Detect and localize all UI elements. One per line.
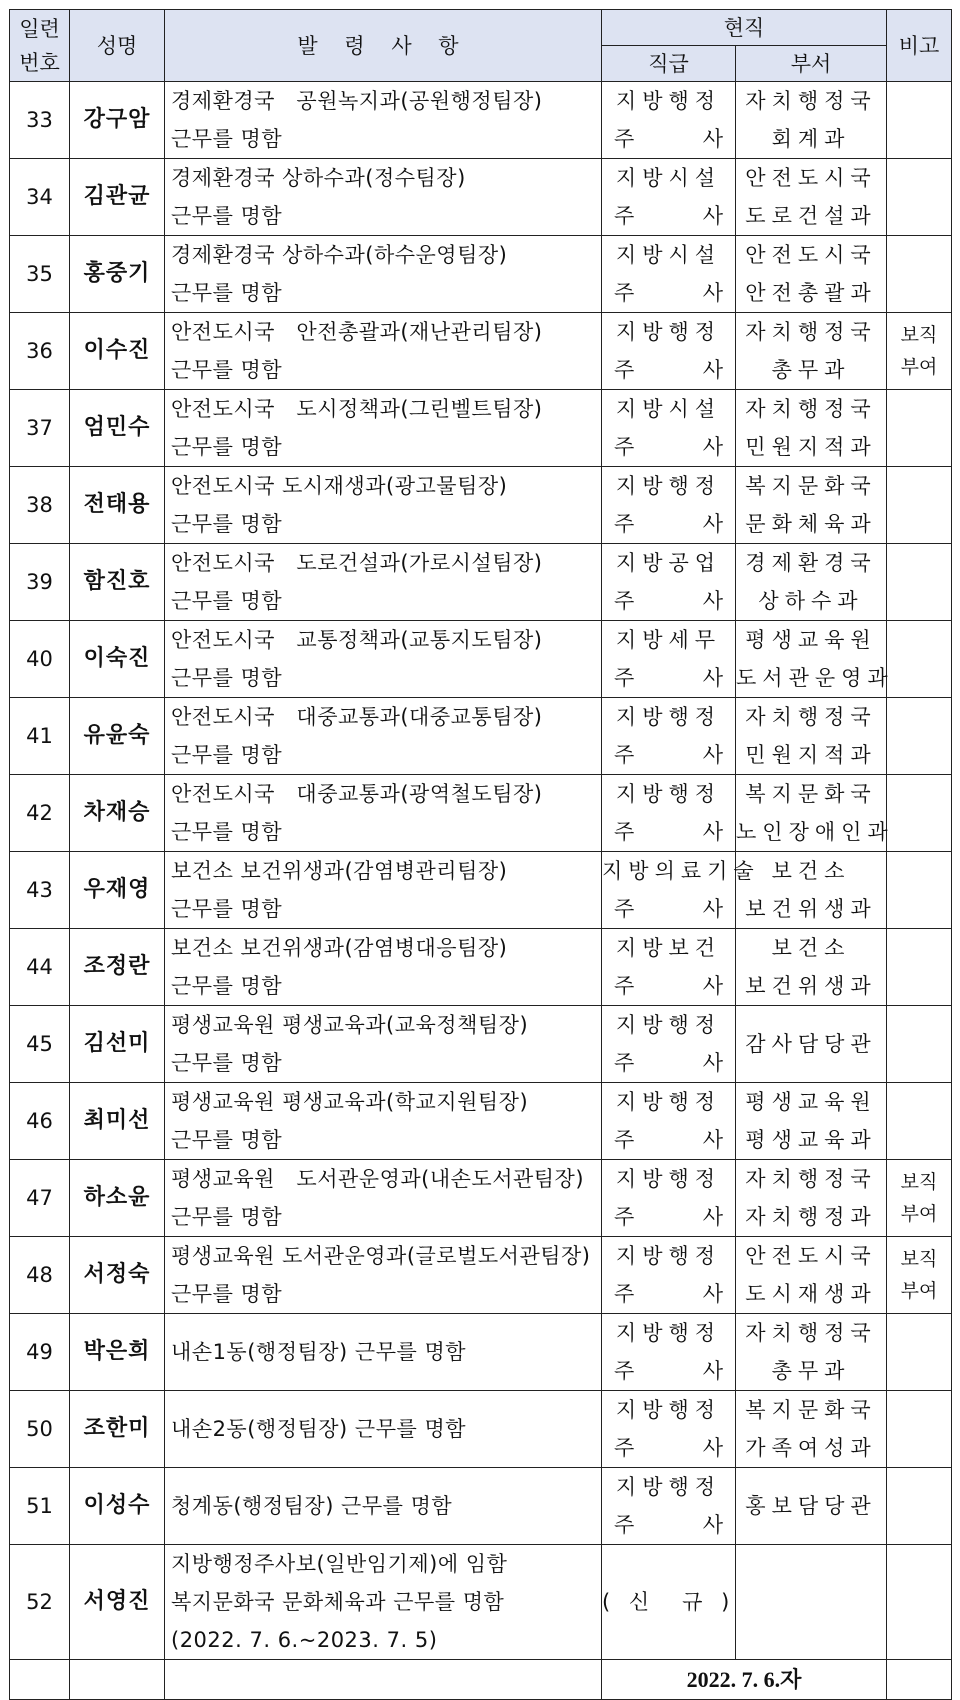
row-number: 34: [10, 159, 70, 236]
appointment-order: [165, 467, 602, 544]
personnel-table: [9, 9, 952, 1700]
grade-line: 주 사: [614, 358, 723, 382]
current-grade: [602, 1391, 736, 1468]
row-number: 50: [10, 1391, 70, 1468]
remark: [887, 544, 952, 621]
grade-line: 지방행정: [615, 474, 722, 498]
grade-line: 지방행정: [615, 320, 722, 344]
header-current: 현직: [602, 10, 887, 46]
dept-line: 안전총괄과: [745, 281, 877, 305]
appointment-order: [165, 236, 602, 313]
person-name: 이숙진: [70, 621, 165, 698]
grade-line: 지방세무: [615, 628, 722, 652]
dept-line: 상하수과: [758, 589, 864, 613]
order-line: 평생교육원 평생교육과(학교지원팀장): [171, 1090, 529, 1114]
order-line: 복지문화국 문화체육과 근무를 명함: [171, 1590, 505, 1614]
table-row: [10, 1468, 952, 1545]
order-line: (2022. 7. 6.~2023. 7. 5): [171, 1628, 438, 1652]
remark: 보직 부여: [887, 1237, 952, 1314]
appointment-order: [165, 1468, 602, 1545]
dept-line: 노인장애인과: [736, 820, 894, 844]
grade-line: 주 사: [614, 127, 723, 151]
table-row: [10, 1391, 952, 1468]
dept-line: 보건소: [771, 859, 851, 883]
appointment-order: [165, 1006, 602, 1083]
grade-line: 지방행정: [615, 705, 722, 729]
person-name: 엄민수: [70, 390, 165, 467]
appointment-order: [165, 313, 602, 390]
current-grade: [602, 544, 736, 621]
table-row: [10, 1237, 952, 1314]
table-row: [10, 698, 952, 775]
person-name: 우재영: [70, 852, 165, 929]
row-number: 35: [10, 236, 70, 313]
current-department: [736, 929, 887, 1006]
current-department: [736, 1083, 887, 1160]
current-department: [736, 313, 887, 390]
row-number: 33: [10, 82, 70, 159]
current-department: [736, 1468, 887, 1545]
person-name: 하소윤: [70, 1160, 165, 1237]
dept-line: 가족여성과: [745, 1436, 877, 1460]
order-line: 평생교육원 평생교육과(교육정책팀장): [171, 1013, 529, 1037]
order-line: 안전도시국 도시재생과(광고물팀장): [171, 474, 508, 498]
grade-line: 지방행정: [615, 1398, 722, 1422]
remark: [887, 1314, 952, 1391]
current-grade: [602, 390, 736, 467]
current-department: [736, 698, 887, 775]
current-grade: [602, 929, 736, 1006]
order-line: 근무를 명함: [171, 589, 283, 613]
row-number: 36: [10, 313, 70, 390]
table-row: [10, 775, 952, 852]
header-name: 성명: [70, 10, 165, 82]
dept-line: 회계과: [771, 127, 851, 151]
remark: [887, 1006, 952, 1083]
remark: [887, 1545, 952, 1660]
current-department: [736, 1545, 887, 1660]
current-grade: [602, 852, 760, 929]
dept-line: 도시재생과: [745, 1282, 877, 1306]
order-line: 근무를 명함: [171, 358, 283, 382]
appointment-order: [165, 852, 602, 929]
current-grade: [602, 1314, 736, 1391]
appointment-order: [165, 544, 602, 621]
appointment-order: [165, 159, 602, 236]
row-number: 43: [10, 852, 70, 929]
order-line: 보건소 보건위생과(감염병대응팀장): [171, 936, 508, 960]
header-seq-line1: 일련: [19, 16, 60, 41]
current-department: [736, 1237, 887, 1314]
current-grade: [602, 621, 736, 698]
table-row: [10, 159, 952, 236]
order-line: 경제환경국 상하수과(정수팀장): [171, 166, 466, 190]
grade-line: 지방행정: [615, 1321, 722, 1345]
appointment-order: [165, 1083, 602, 1160]
grade-line: ( 신 규 ): [602, 1590, 736, 1614]
person-name: 함진호: [70, 544, 165, 621]
current-department: [736, 390, 887, 467]
grade-line: 주 사: [614, 204, 723, 228]
dept-line: 평생교육과: [745, 1128, 877, 1152]
header-grade: 직급: [602, 46, 736, 82]
grade-line: 주 사: [614, 1051, 723, 1075]
remark: [887, 390, 952, 467]
person-name: 차재승: [70, 775, 165, 852]
order-line: 근무를 명함: [171, 512, 283, 536]
person-name: 조정란: [70, 929, 165, 1006]
grade-line: 주 사: [614, 512, 723, 536]
current-department: [736, 236, 887, 313]
grade-line: 주 사: [614, 974, 723, 998]
grade-line: 주 사: [614, 281, 723, 305]
order-line: 경제환경국 상하수과(하수운영팀장): [171, 243, 508, 267]
table-row: [10, 82, 952, 159]
grade-line: 주 사: [614, 666, 723, 690]
grade-line: 주 사: [614, 743, 723, 767]
appointment-order: [165, 621, 602, 698]
appointment-order: [165, 390, 602, 467]
remark: [887, 698, 952, 775]
grade-line: 지방시설: [615, 243, 722, 267]
row-number: 48: [10, 1237, 70, 1314]
footer-empty-3: [165, 1660, 602, 1700]
grade-line: 주 사: [614, 897, 723, 921]
order-line: 청계동(행정팀장) 근무를 명함: [171, 1494, 453, 1518]
current-grade: [602, 1237, 736, 1314]
table-row: [10, 1083, 952, 1160]
remark: [887, 1391, 952, 1468]
grade-line: 지방행정: [615, 89, 722, 113]
remark: [887, 1468, 952, 1545]
dept-line: 문화체육과: [745, 512, 877, 536]
issue-date: 2022. 7. 6.자: [602, 1660, 887, 1700]
remark: [887, 775, 952, 852]
order-line: 안전도시국 교통정책과(교통지도팀장): [171, 628, 543, 652]
dept-line: 보건위생과: [745, 974, 877, 998]
order-line: 내손2동(행정팀장) 근무를 명함: [171, 1417, 467, 1441]
row-number: 38: [10, 467, 70, 544]
current-grade: [602, 82, 736, 159]
footer-empty-2: [70, 1660, 165, 1700]
appointment-order: [165, 1545, 602, 1660]
row-number: 47: [10, 1160, 70, 1237]
current-department: [736, 621, 894, 698]
person-name: 이수진: [70, 313, 165, 390]
person-name: 조한미: [70, 1391, 165, 1468]
row-number: 37: [10, 390, 70, 467]
grade-line: 주 사: [614, 589, 723, 613]
table-row: [10, 1006, 952, 1083]
dept-line: 경제환경국: [745, 551, 877, 575]
table-row: [10, 467, 952, 544]
person-name: 홍중기: [70, 236, 165, 313]
dept-line: 민원지적과: [745, 743, 877, 767]
current-department: [736, 544, 887, 621]
grade-line: 주 사: [614, 1513, 723, 1537]
order-line: 안전도시국 안전총괄과(재난관리팀장): [171, 320, 543, 344]
remark: 보직 부여: [887, 313, 952, 390]
table-row: [10, 236, 952, 313]
order-line: 근무를 명함: [171, 1282, 283, 1306]
dept-line: 총무과: [771, 1359, 851, 1383]
order-line: 평생교육원 도서관운영과(내손도서관팀장): [171, 1167, 585, 1191]
table-row: [10, 929, 952, 1006]
grade-line: 지방공업: [615, 551, 722, 575]
table-row: [10, 1314, 952, 1391]
grade-line: 지방보건: [615, 936, 722, 960]
dept-line: 도로건설과: [745, 204, 877, 228]
current-grade: [602, 1083, 736, 1160]
current-department: [736, 1314, 887, 1391]
current-grade: [602, 698, 736, 775]
dept-line: 보건소: [771, 936, 851, 960]
dept-line: 보건위생과: [745, 897, 877, 921]
current-grade: [602, 1160, 736, 1237]
row-number: 44: [10, 929, 70, 1006]
footer-row: [10, 1660, 952, 1700]
order-line: 평생교육원 도서관운영과(글로벌도서관팀장): [171, 1244, 591, 1268]
table-row: [10, 621, 952, 698]
footer-empty-4: [887, 1660, 952, 1700]
current-department: [736, 1391, 887, 1468]
dept-line: 자치행정국: [745, 1321, 877, 1345]
header-note: 비고: [887, 10, 952, 82]
current-department: [736, 1006, 887, 1083]
remark: [887, 159, 952, 236]
person-name: 김선미: [70, 1006, 165, 1083]
grade-line: 지방행정: [615, 1013, 722, 1037]
grade-line: 지방행정: [615, 782, 722, 806]
order-line: 안전도시국 도시정책과(그린벨트팀장): [171, 397, 543, 421]
order-line: 근무를 명함: [171, 666, 283, 690]
person-name: 서영진: [70, 1545, 165, 1660]
grade-line: 주 사: [614, 1359, 723, 1383]
remark: [887, 467, 952, 544]
dept-line: 평생교육원: [745, 628, 877, 652]
order-line: 경제환경국 공원녹지과(공원행정팀장): [171, 89, 543, 113]
order-line: 안전도시국 대중교통과(대중교통팀장): [171, 705, 543, 729]
appointment-order: [165, 698, 602, 775]
dept-line: 안전도시국: [745, 1244, 877, 1268]
table-row: [10, 390, 952, 467]
person-name: 박은희: [70, 1314, 165, 1391]
grade-line: 지방시설: [615, 166, 722, 190]
order-line: 내손1동(행정팀장) 근무를 명함: [171, 1340, 467, 1364]
appointment-order: [165, 775, 602, 852]
grade-line: 지방행정: [615, 1475, 722, 1499]
order-line: 근무를 명함: [171, 435, 283, 459]
person-name: 김관균: [70, 159, 165, 236]
grade-line: 주 사: [614, 1282, 723, 1306]
dept-line: 자치행정국: [745, 397, 877, 421]
grade-line: 지방시설: [615, 397, 722, 421]
person-name: 전태용: [70, 467, 165, 544]
row-number: 42: [10, 775, 70, 852]
dept-line: 자치행정국: [745, 705, 877, 729]
person-name: 최미선: [70, 1083, 165, 1160]
current-grade: [602, 313, 736, 390]
current-department: [736, 82, 887, 159]
dept-line: 자치행정국: [745, 89, 877, 113]
current-grade: [602, 775, 736, 852]
grade-line: 지방행정: [615, 1090, 722, 1114]
row-number: 46: [10, 1083, 70, 1160]
dept-line: 감사담당관: [745, 1032, 877, 1056]
row-number: 49: [10, 1314, 70, 1391]
footer-empty-1: [10, 1660, 70, 1700]
dept-line: 복지문화국: [745, 474, 877, 498]
person-name: 이성수: [70, 1468, 165, 1545]
dept-line: 안전도시국: [745, 243, 877, 267]
table-row: [10, 313, 952, 390]
remark: 보직 부여: [887, 1160, 952, 1237]
remark: [887, 236, 952, 313]
current-grade: [602, 159, 736, 236]
person-name: 서정숙: [70, 1237, 165, 1314]
remark: [887, 852, 952, 929]
order-line: 근무를 명함: [171, 897, 283, 921]
person-name: 강구암: [70, 82, 165, 159]
dept-line: 자치행정과: [745, 1205, 877, 1229]
remark: [887, 929, 952, 1006]
grade-line: 지방행정: [615, 1244, 722, 1268]
row-number: 41: [10, 698, 70, 775]
header-order: 발 령 사 항: [165, 10, 602, 82]
order-line: 근무를 명함: [171, 204, 283, 228]
table-row: [10, 544, 952, 621]
dept-line: 도서관운영과: [736, 666, 894, 690]
row-number: 39: [10, 544, 70, 621]
header-seq: [10, 10, 70, 82]
grade-line: 주 사: [614, 1205, 723, 1229]
current-department: [736, 159, 887, 236]
appointment-order: [165, 1237, 602, 1314]
order-line: 근무를 명함: [171, 974, 283, 998]
grade-line: 주 사: [614, 1128, 723, 1152]
dept-line: 평생교육원: [745, 1090, 877, 1114]
appointment-order: [165, 1391, 602, 1468]
current-grade: [602, 1545, 736, 1660]
grade-line: 주 사: [614, 820, 723, 844]
order-line: 안전도시국 도로건설과(가로시설팀장): [171, 551, 543, 575]
order-line: 근무를 명함: [171, 743, 283, 767]
current-department: [736, 775, 894, 852]
row-number: 52: [10, 1545, 70, 1660]
current-grade: [602, 236, 736, 313]
dept-line: 복지문화국: [745, 1398, 877, 1422]
table-row: [10, 1160, 952, 1237]
header-dept: 부서: [736, 46, 887, 82]
dept-line: 총무과: [771, 358, 851, 382]
grade-line: 주 사: [614, 1436, 723, 1460]
grade-line: 지방행정: [615, 1167, 722, 1191]
table-row: [10, 852, 952, 929]
current-grade: [602, 1006, 736, 1083]
order-line: 근무를 명함: [171, 281, 283, 305]
appointment-order: [165, 1160, 602, 1237]
appointment-order: [165, 1314, 602, 1391]
appointment-order: [165, 929, 602, 1006]
row-number: 40: [10, 621, 70, 698]
dept-line: 민원지적과: [745, 435, 877, 459]
current-grade: [602, 467, 736, 544]
order-line: 근무를 명함: [171, 127, 283, 151]
grade-line: 지방의료기술: [602, 859, 760, 883]
order-line: 지방행정주사보(일반임기제)에 임함: [171, 1552, 508, 1576]
remark: [887, 1083, 952, 1160]
order-line: 근무를 명함: [171, 1051, 283, 1075]
grade-line: 주 사: [614, 435, 723, 459]
dept-line: 자치행정국: [745, 320, 877, 344]
dept-line: 복지문화국: [745, 782, 877, 806]
order-line: 근무를 명함: [171, 820, 283, 844]
current-department: [736, 467, 887, 544]
order-line: 근무를 명함: [171, 1128, 283, 1152]
remark: [887, 82, 952, 159]
row-number: 51: [10, 1468, 70, 1545]
appointment-order: [165, 82, 602, 159]
table-row: [10, 1545, 952, 1660]
row-number: 45: [10, 1006, 70, 1083]
current-grade: [602, 1468, 736, 1545]
current-department: [736, 1160, 887, 1237]
order-line: 안전도시국 대중교통과(광역철도팀장): [171, 782, 543, 806]
remark: [887, 621, 952, 698]
dept-line: 홍보담당관: [745, 1494, 877, 1518]
header-seq-line2: 번호: [19, 50, 60, 75]
order-line: 보건소 보건위생과(감염병관리팀장): [171, 859, 508, 883]
dept-line: 안전도시국: [745, 166, 877, 190]
order-line: 근무를 명함: [171, 1205, 283, 1229]
dept-line: 자치행정국: [745, 1167, 877, 1191]
person-name: 유윤숙: [70, 698, 165, 775]
